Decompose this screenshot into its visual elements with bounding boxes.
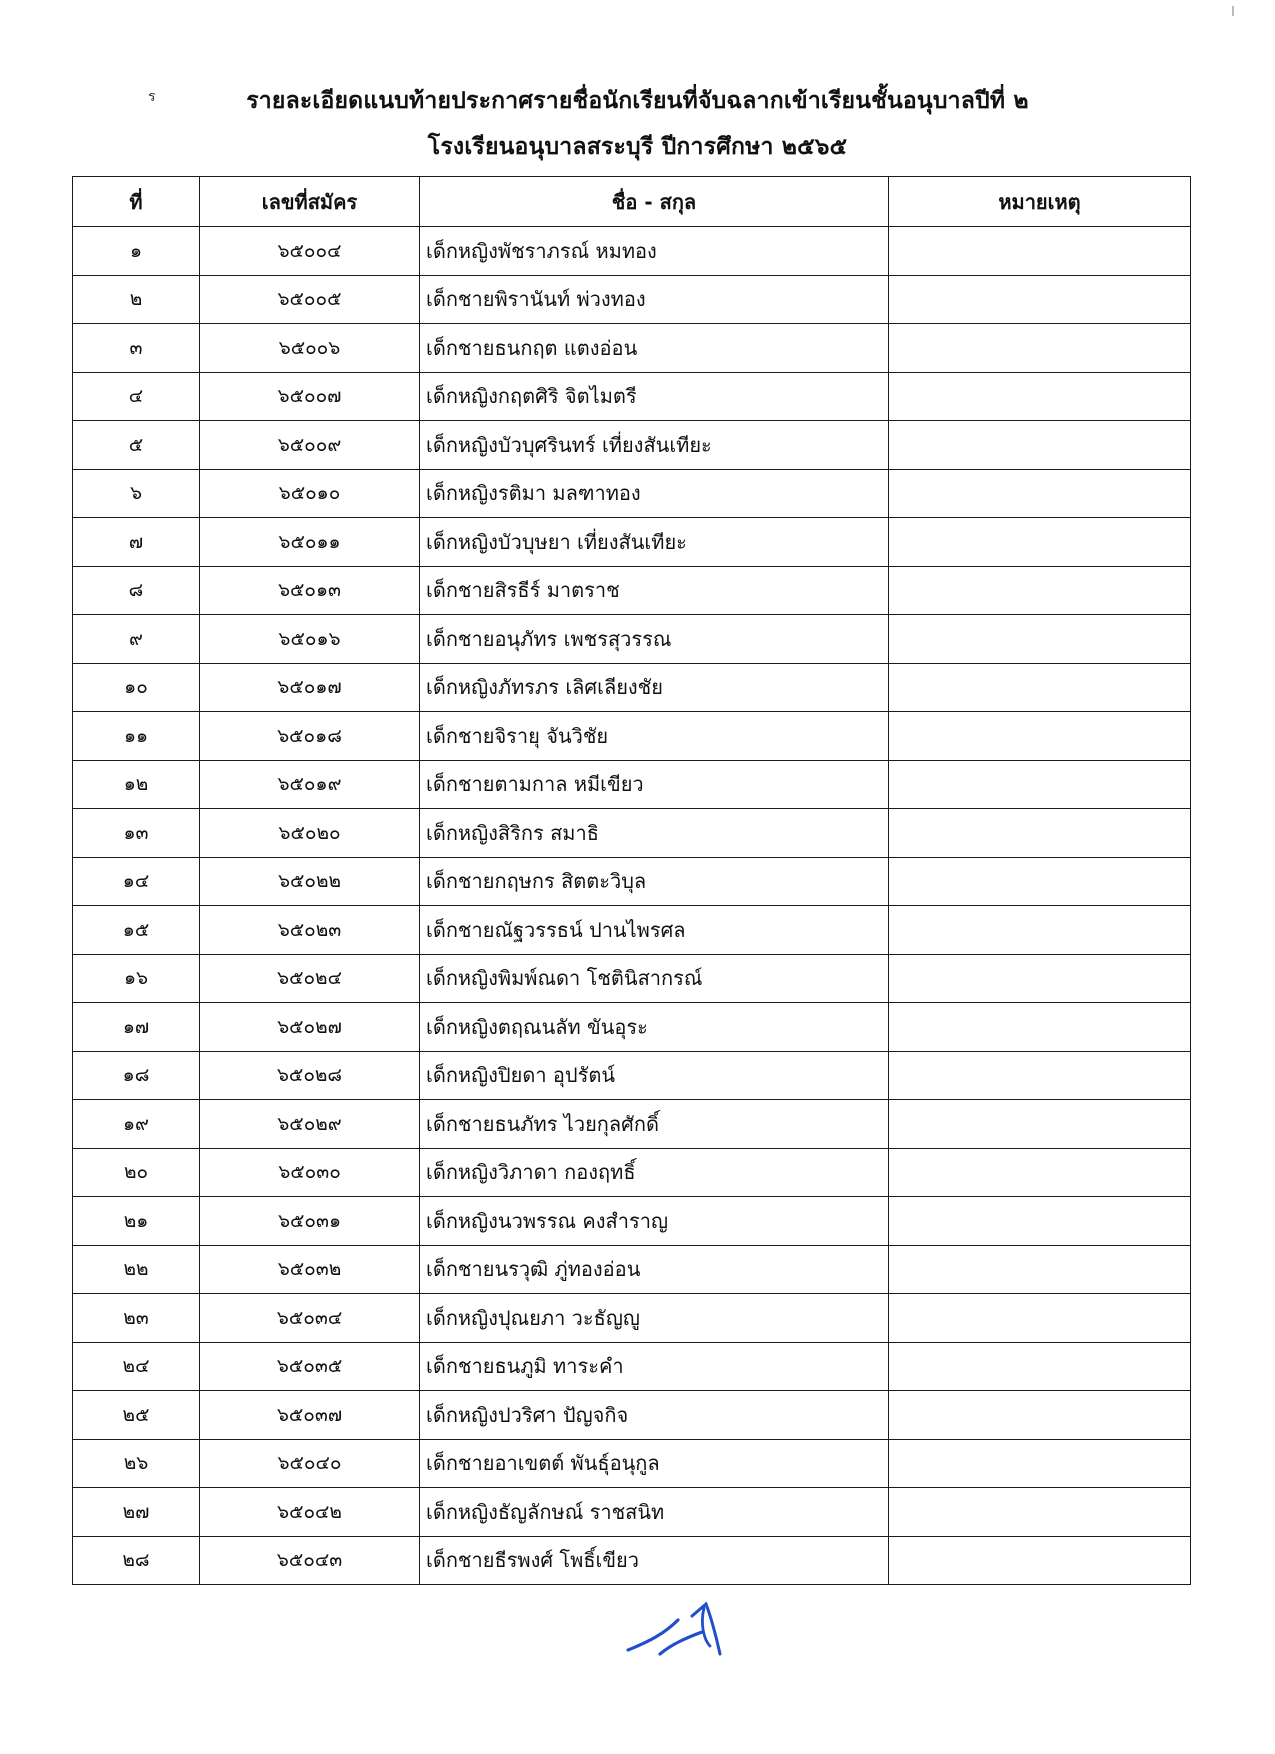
table-row xyxy=(73,566,1191,615)
student-name: เด็กชายพิรานันท์ พ่วงทอง xyxy=(420,275,889,324)
student-name: เด็กหญิงตฤณนลัท ขันอุระ xyxy=(420,1003,889,1052)
student-name: เด็กชายธนกฤต แตงอ่อน xyxy=(420,324,889,373)
remark-cell xyxy=(889,1488,1191,1537)
application-number: ๖๕๐๑๑ xyxy=(200,518,420,567)
student-name: เด็กหญิงกฤตศิริ จิตไมตรี xyxy=(420,372,889,421)
student-name: เด็กหญิงธัญลักษณ์ ราชสนิท xyxy=(420,1488,889,1537)
table-body xyxy=(73,227,1191,1585)
application-number: ๖๕๐๒๐ xyxy=(200,809,420,858)
application-number: ๖๕๐๐๕ xyxy=(200,275,420,324)
application-number: ๖๕๐๒๓ xyxy=(200,906,420,955)
row-number: ๗ xyxy=(73,518,200,567)
scan-edge-mark xyxy=(1232,6,1234,16)
student-name: เด็กชายอนุภัทร เพชรสุวรรณ xyxy=(420,615,889,664)
document-subtitle: โรงเรียนอนุบาลสระบุรี ปีการศึกษา ๒๕๖๕ xyxy=(427,134,848,160)
application-number: ๖๕๐๓๒ xyxy=(200,1245,420,1294)
remark-cell xyxy=(889,1148,1191,1197)
application-number: ๖๕๐๐๙ xyxy=(200,421,420,470)
student-name: เด็กหญิงสิริกร สมาธิ xyxy=(420,809,889,858)
table-row xyxy=(73,421,1191,470)
remark-cell xyxy=(889,275,1191,324)
application-number: ๖๕๐๑๓ xyxy=(200,566,420,615)
row-number: ๑๑ xyxy=(73,712,200,761)
student-name: เด็กหญิงรติมา มลฑาทอง xyxy=(420,469,889,518)
student-name: เด็กชายจิรายุ จันวิชัย xyxy=(420,712,889,761)
row-number: ๒๗ xyxy=(73,1488,200,1537)
table-row xyxy=(73,1003,1191,1052)
table-row xyxy=(73,1051,1191,1100)
table-row xyxy=(73,275,1191,324)
table-row xyxy=(73,1100,1191,1149)
student-name: เด็กหญิงพัชราภรณ์ หมทอง xyxy=(420,227,889,276)
row-number: ๑๒ xyxy=(73,760,200,809)
application-number: ๖๕๐๒๒ xyxy=(200,857,420,906)
remark-cell xyxy=(889,809,1191,858)
application-number: ๖๕๐๑๘ xyxy=(200,712,420,761)
row-number: ๑๗ xyxy=(73,1003,200,1052)
student-name: เด็กชายกฤษกร สิตตะวิบุล xyxy=(420,857,889,906)
remark-cell xyxy=(889,1294,1191,1343)
remark-cell xyxy=(889,421,1191,470)
row-number: ๔ xyxy=(73,372,200,421)
student-name: เด็กหญิงบัวบุศรินทร์ เที่ยงสันเทียะ xyxy=(420,421,889,470)
row-number: ๒๔ xyxy=(73,1342,200,1391)
application-number: ๖๕๐๒๙ xyxy=(200,1100,420,1149)
remark-cell xyxy=(889,1051,1191,1100)
application-number: ๖๕๐๓๑ xyxy=(200,1197,420,1246)
table-row xyxy=(73,1536,1191,1585)
application-number: ๖๕๐๔๒ xyxy=(200,1488,420,1537)
row-number: ๒๘ xyxy=(73,1536,200,1585)
table-row xyxy=(73,615,1191,664)
remark-cell xyxy=(889,372,1191,421)
row-number: ๒๒ xyxy=(73,1245,200,1294)
application-number: ๖๕๐๑๖ xyxy=(200,615,420,664)
remark-cell xyxy=(889,1391,1191,1440)
application-number: ๖๕๐๐๔ xyxy=(200,227,420,276)
table-row xyxy=(73,372,1191,421)
table-row xyxy=(73,954,1191,1003)
handwritten-signature xyxy=(620,1594,760,1664)
table-row xyxy=(73,1488,1191,1537)
remark-cell xyxy=(889,469,1191,518)
remark-cell xyxy=(889,954,1191,1003)
remark-cell xyxy=(889,227,1191,276)
row-number: ๘ xyxy=(73,566,200,615)
student-name: เด็กหญิงพิมพ์ณดา โชตินิสากรณ์ xyxy=(420,954,889,1003)
header-application-no: เลขที่สมัคร xyxy=(200,177,420,227)
table-row xyxy=(73,1245,1191,1294)
table-row xyxy=(73,469,1191,518)
student-name: เด็กหญิงวิภาดา กองฤทธิ์ xyxy=(420,1148,889,1197)
student-list-table xyxy=(72,176,1191,1585)
student-name: เด็กชายธนภัทร ไวยกุลศักดิ์ xyxy=(420,1100,889,1149)
application-number: ๖๕๐๓๔ xyxy=(200,1294,420,1343)
application-number: ๖๕๐๒๘ xyxy=(200,1051,420,1100)
student-name: เด็กชายธีรพงศ์ โพธิ์เขียว xyxy=(420,1536,889,1585)
student-name: เด็กชายณัฐวรรธน์ ปานไพรศล xyxy=(420,906,889,955)
table-row xyxy=(73,324,1191,373)
page-mark: ร xyxy=(148,89,156,105)
row-number: ๙ xyxy=(73,615,200,664)
row-number: ๒๑ xyxy=(73,1197,200,1246)
remark-cell xyxy=(889,324,1191,373)
student-name: เด็กหญิงบัวบุษยา เที่ยงสันเทียะ xyxy=(420,518,889,567)
row-number: ๓ xyxy=(73,324,200,373)
header-remark: หมายเหตุ xyxy=(889,177,1191,227)
document-header xyxy=(0,78,1275,170)
row-number: ๑๙ xyxy=(73,1100,200,1149)
row-number: ๑๘ xyxy=(73,1051,200,1100)
row-number: ๑๓ xyxy=(73,809,200,858)
table-row xyxy=(73,1197,1191,1246)
remark-cell xyxy=(889,906,1191,955)
application-number: ๖๕๐๔๓ xyxy=(200,1536,420,1585)
table-row xyxy=(73,906,1191,955)
remark-cell xyxy=(889,1197,1191,1246)
application-number: ๖๕๐๓๕ xyxy=(200,1342,420,1391)
row-number: ๒๐ xyxy=(73,1148,200,1197)
row-number: ๕ xyxy=(73,421,200,470)
application-number: ๖๕๐๔๐ xyxy=(200,1439,420,1488)
row-number: ๑๔ xyxy=(73,857,200,906)
remark-cell xyxy=(889,1342,1191,1391)
remark-cell xyxy=(889,615,1191,664)
application-number: ๖๕๐๐๖ xyxy=(200,324,420,373)
student-name: เด็กชายอาเขตต์ พันธุ์อนุกูล xyxy=(420,1439,889,1488)
remark-cell xyxy=(889,1100,1191,1149)
application-number: ๖๕๐๐๗ xyxy=(200,372,420,421)
application-number: ๖๕๐๑๙ xyxy=(200,760,420,809)
table-row xyxy=(73,1294,1191,1343)
application-number: ๖๕๐๒๔ xyxy=(200,954,420,1003)
remark-cell xyxy=(889,857,1191,906)
remark-cell xyxy=(889,1245,1191,1294)
application-number: ๖๕๐๑๗ xyxy=(200,663,420,712)
student-name: เด็กหญิงภัทรภร เลิศเลียงชัย xyxy=(420,663,889,712)
header-no: ที่ xyxy=(73,177,200,227)
table-row xyxy=(73,809,1191,858)
table-row xyxy=(73,1391,1191,1440)
row-number: ๒ xyxy=(73,275,200,324)
remark-cell xyxy=(889,1003,1191,1052)
student-name: เด็กหญิงปุณยภา วะธัญญู xyxy=(420,1294,889,1343)
table-row xyxy=(73,1439,1191,1488)
student-name: เด็กชายสิรธีร์ มาตราช xyxy=(420,566,889,615)
row-number: ๒๓ xyxy=(73,1294,200,1343)
table-row xyxy=(73,760,1191,809)
remark-cell xyxy=(889,663,1191,712)
table-row xyxy=(73,712,1191,761)
document-title: รายละเอียดแนบท้ายประกาศรายชื่อนักเรียนที่จับฉลากเข้าเรียนชั้นอนุบาลปีที่ ๒ xyxy=(246,88,1029,114)
student-name: เด็กหญิงปวริศา ปัญจกิจ xyxy=(420,1391,889,1440)
student-name: เด็กชายธนภูมิ ทาระคำ xyxy=(420,1342,889,1391)
row-number: ๑๕ xyxy=(73,906,200,955)
remark-cell xyxy=(889,566,1191,615)
table-row xyxy=(73,857,1191,906)
application-number: ๖๕๐๓๐ xyxy=(200,1148,420,1197)
application-number: ๖๕๐๓๗ xyxy=(200,1391,420,1440)
row-number: ๑๐ xyxy=(73,663,200,712)
remark-cell xyxy=(889,518,1191,567)
student-name: เด็กหญิงปิยดา อุปรัตน์ xyxy=(420,1051,889,1100)
table-row xyxy=(73,1148,1191,1197)
table-row xyxy=(73,663,1191,712)
student-name: เด็กชายนรวุฒิ ภู่ทองอ่อน xyxy=(420,1245,889,1294)
table-row xyxy=(73,1342,1191,1391)
remark-cell xyxy=(889,1536,1191,1585)
application-number: ๖๕๐๑๐ xyxy=(200,469,420,518)
table-row xyxy=(73,518,1191,567)
remark-cell xyxy=(889,1439,1191,1488)
student-name: เด็กชายตามกาล หมีเขียว xyxy=(420,760,889,809)
row-number: ๒๕ xyxy=(73,1391,200,1440)
table-header-row xyxy=(73,177,1191,227)
row-number: ๒๖ xyxy=(73,1439,200,1488)
table-row xyxy=(73,227,1191,276)
row-number: ๖ xyxy=(73,469,200,518)
header-name: ชื่อ - สกุล xyxy=(420,177,889,227)
remark-cell xyxy=(889,712,1191,761)
application-number: ๖๕๐๒๗ xyxy=(200,1003,420,1052)
row-number: ๑ xyxy=(73,227,200,276)
row-number: ๑๖ xyxy=(73,954,200,1003)
student-name: เด็กหญิงนวพรรณ คงสำราญ xyxy=(420,1197,889,1246)
remark-cell xyxy=(889,760,1191,809)
